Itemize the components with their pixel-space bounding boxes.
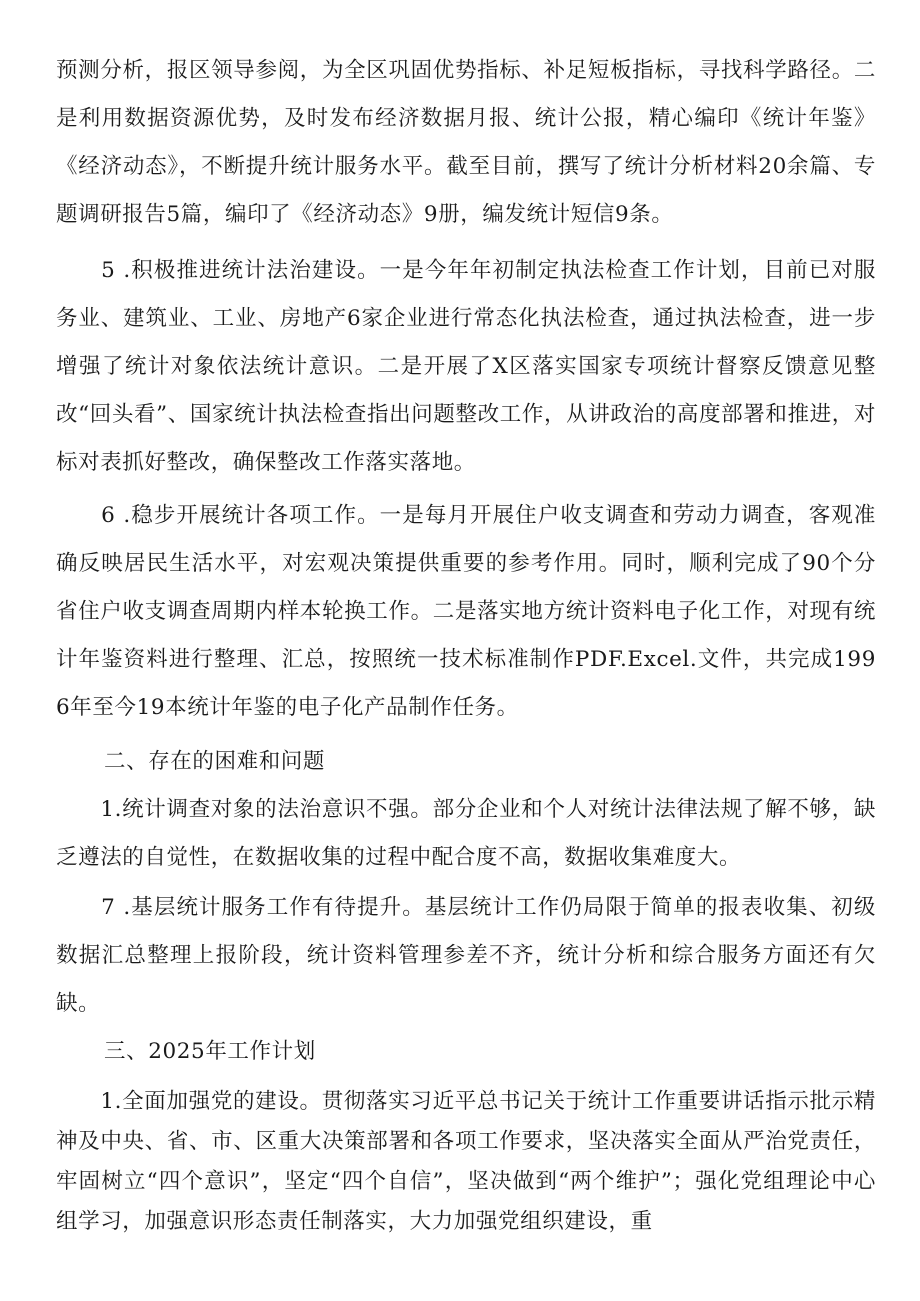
paragraph-item-6-statistical-work: 6 .稳步开展统计各项工作。一是每月开展住户收支调查和劳动力调查，客观准确反映居民生活水平，对宏观决策提供重要的参考作用。同时，顺利完成了90个分省住户收支调查周期内样本轮换工作。二是落实地方统计资料电子化工作，对现有统计年鉴资料进行整理、汇总，按照统一技术标准制作PDF.Excel.文件，共完成1996年至今19本统计年鉴的电子化产品制作任务。 (56, 503, 876, 720)
paragraph-item-5-rule-of-law: 5 .积极推进统计法治建设。一是今年年初制定执法检查工作计划，目前已对服务业、建筑业、工业、房地产6家企业进行常态化执法检查，通过执法检查，进一步增强了统计对象依法统计意识。二是开展了X区落实国家专项统计督察反馈意见整改“回头看”、国家统计执法检查指出问题整改工作，从讲政治的高度部署和推进，对标对表抓好整改，确保整改工作落实落地。 (56, 258, 876, 475)
paragraph-problem-7-grassroots-services: 7 .基层统计服务工作有待提升。基层统计工作仍局限于简单的报表收集、初级数据汇总整理上报阶段，统计资料管理参差不齐，统计分析和综合服务方面还有欠缺。 (56, 895, 876, 1016)
paragraph-statistical-services: 预测分析，报区领导参阅，为全区巩固优势指标、补足短板指标，寻找科学路径。二是利用数据资源优势，及时发布经济数据月报、统计公报，精心编印《统计年鉴》《经济动态》，不断提升统计服务水平。截至目前，撰写了统计分析材料20余篇、专题调研报告5篇，编印了《经济动态》9册，编发统计短信9条。 (56, 58, 876, 227)
section-heading-difficulties: 二、存在的困难和问题 (104, 749, 326, 774)
paragraph-plan-1-party-building: 1.全面加强党的建设。贯彻落实习近平总书记关于统计工作重要讲话指示批示精神及中央、省、市、区重大决策部署和各项工作要求，坚决落实全面从严治党责任，牢固树立“四个意识”，坚定“四个自信”，坚决做到“两个维护”；强化党组理论中心组学习，加强意识形态责任制落实，大力加强党组织建设，重 (56, 1089, 876, 1234)
section-heading-2025-plan: 三、2025年工作计划 (104, 1039, 316, 1064)
paragraph-problem-1-legal-awareness: 1.统计调查对象的法治意识不强。部分企业和个人对统计法律法规了解不够，缺乏遵法的自觉性，在数据收集的过程中配合度不高，数据收集难度大。 (56, 797, 876, 870)
